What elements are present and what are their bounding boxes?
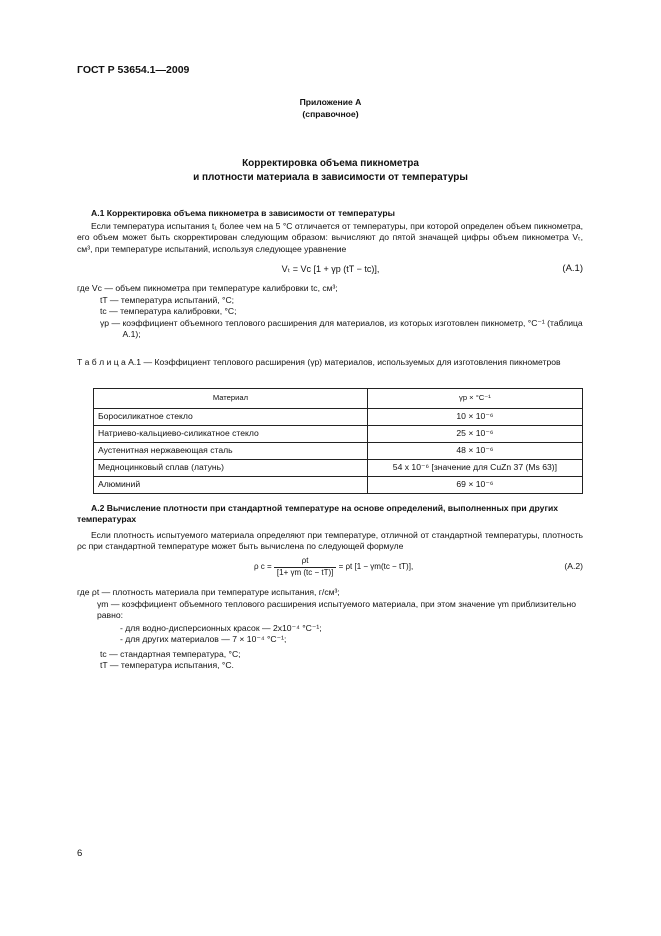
gamma-m-values (120, 623, 322, 646)
equation-a2-lhs: ρ c = (254, 562, 272, 572)
table-row: Боросиликатное стекло 10 × 10⁻⁶ (94, 409, 583, 426)
table-header-material: Материал (94, 389, 368, 409)
definition-gamma-m: γm — коэффициент объемного теплового расширения испытуемого материала, при этом значение γm приблизительно равно: (97, 599, 576, 621)
equation-a2-number: (А.2) (564, 561, 583, 571)
definition-item: tT — температура испытаний, °С; (100, 295, 235, 305)
equation-a1: Vₜ = Vc [1 + γp (tT − tc)], (281, 264, 380, 274)
table-a1-caption: Т а б л и ц а А.1 — Коэффициент теплового расширения (γp) материалов, используемых для изготовления пикнометров (77, 357, 561, 367)
section-a1-definitions (100, 295, 583, 340)
definition-vc: где Vc — объем пикнометра при температуре калибровки tc, см³; (77, 283, 338, 293)
definition-item: tT — температура испытания, °С. (100, 660, 234, 671)
definition-item: tc — температура калибровки, °С; (100, 306, 237, 317)
section-a2-paragraph: Если плотность испытуемого материала определяют при температуре, отличной от стандартной температуры, плотность ρc при стандартной температуре может быть вычислена по следующей формуле (77, 530, 583, 552)
section-a1-heading: А.1 Корректировка объема пикнометра в зависимости от температуры (91, 208, 395, 218)
section-a1-paragraph: Если температура испытания t₁ более чем на 5 °С отличается от температуры, при которой определен объем пикнометра, его объем может быть скорректирован следующим образом: вычисляют до пятой значащей цифры объем пикнометра Vₜ, см³, при температуре испытаний, используя следующее уравнение (77, 221, 583, 254)
list-item: - для водно-дисперсионных красок — 2x10⁻⁴ °С⁻¹; (120, 623, 322, 633)
table-row: Натриево-кальциево-силикатное стекло 25 × 10⁻⁶ (94, 426, 583, 443)
fraction-numerator: ρt (274, 556, 336, 568)
appendix-note: (справочное) (302, 109, 359, 119)
document-title-line2: и плотности материала в зависимости от температуры (193, 172, 468, 183)
page-number: 6 (77, 848, 83, 859)
definition-item: tc — стандартная температура, °С; (100, 649, 241, 659)
table-row: Аустенитная нержавеющая сталь 48 × 10⁻⁶ (94, 443, 583, 460)
equation-a1-number: (А.1) (562, 263, 583, 274)
table-row: Медноцинковый сплав (латунь) 54 x 10⁻⁶ [значение для CuZn 37 (Ms 63)] (94, 460, 583, 477)
table-a1 (93, 388, 583, 494)
definition-item: γp — коэффициент объемного теплового расширения для материалов, из которых изготовлен пикнометр, °С⁻¹ (таблица А.1); (100, 317, 583, 340)
definition-rho: где ρt — плотность материала при температуре испытания, г/см³; (77, 587, 340, 597)
fraction-denominator: [1+ γm (tc − tT)] (276, 567, 334, 577)
appendix-title: Приложение А (299, 97, 362, 107)
equation-a2 (254, 556, 413, 578)
document-title-line1: Корректировка объема пикнометра (242, 158, 419, 169)
table-header-coefficient: γp × °С⁻¹ (367, 389, 582, 409)
table-header-row (94, 389, 583, 409)
standard-header: ГОСТ Р 53654.1—2009 (77, 64, 190, 76)
section-a2-definitions (100, 649, 241, 672)
equation-a2-fraction (274, 556, 336, 578)
section-a2-heading: А.2 Вычисление плотности при стандартной температуре на основе определений, выполненных при других температурах (77, 503, 559, 525)
equation-a2-rhs: = ρt [1 − γm(tc − tT)], (338, 562, 414, 572)
list-item: - для других материалов — 7 × 10⁻⁴ °С⁻¹; (120, 634, 287, 645)
table-row: Алюминий 69 × 10⁻⁶ (94, 477, 583, 494)
